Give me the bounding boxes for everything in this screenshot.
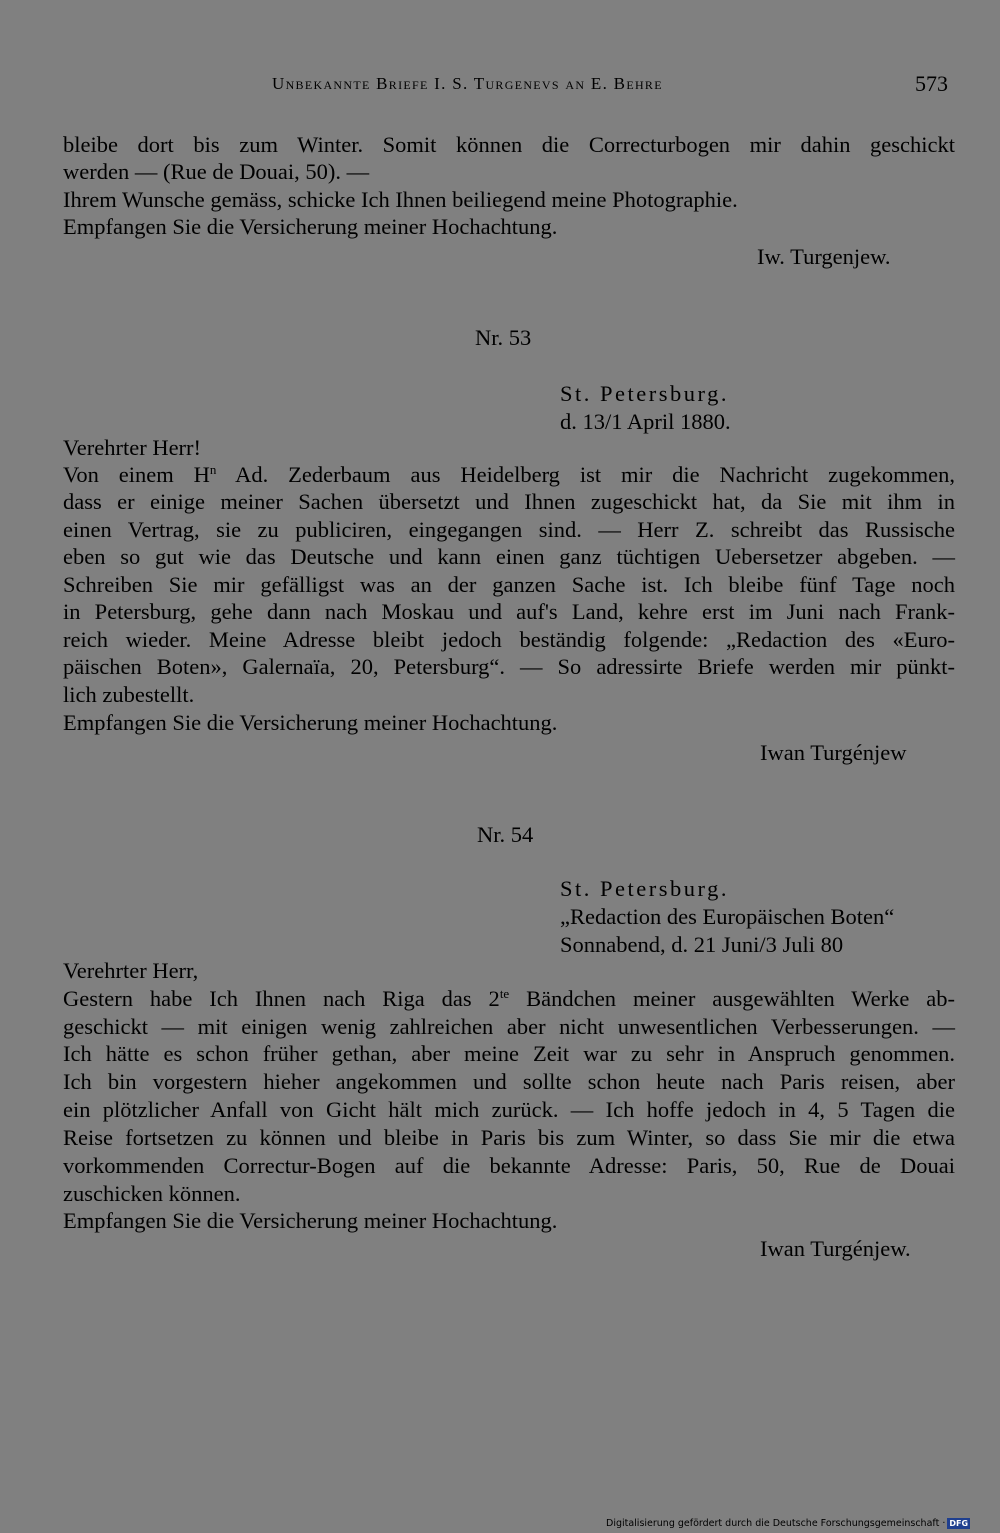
letter-date: Sonnabend, d. 21 Juni/3 Juli 80: [560, 932, 844, 957]
signature: Iwan Turgénjew: [760, 740, 907, 765]
text-line: Gestern habe Ich Ihnen nach Riga das $2^{te}$ Bändchen meiner ausgewählten Werke ab-: [63, 986, 955, 1011]
text-line: päischen Boten», Galernaïa, 20, Petersburg“. — So adressirte Briefe werden mir pünkt-: [63, 654, 955, 679]
closing: Empfangen Sie die Versicherung meiner Hochachtung.: [63, 1208, 558, 1233]
closing: Empfangen Sie die Versicherung meiner Hochachtung.: [63, 710, 558, 735]
text-line: vorkommenden Correctur-Bogen auf die bekannte Adresse: Paris, 50, Rue de Douai: [63, 1153, 955, 1178]
text-line: Ihrem Wunsche gemäss, schicke Ich Ihnen beiliegend meine Photographie.: [63, 187, 738, 212]
text-line: Reise fortsetzen zu können und bleibe in Paris bis zum Winter, so dass Sie mir die etwa: [63, 1125, 955, 1150]
footer-credit: [606, 1518, 970, 1530]
dfg-logo: DFG: [949, 1519, 969, 1528]
salutation: Verehrter Herr,: [63, 958, 199, 983]
text-line: Von einem $H^n$ Ad. Zederbaum aus Heidelberg ist mir die Nachricht zugekommen,: [63, 462, 956, 487]
letter-number: Nr. 54: [477, 822, 534, 847]
text-line: eben so gut wie das Deutsche und kann einen ganz tüchtigen Uebersetzer abgeben. —: [63, 544, 955, 569]
text-line: Ich bin vorgestern hieher angekommen und sollte schon heute nach Paris reisen, aber: [63, 1069, 955, 1094]
letter-place: St. Petersburg.: [560, 876, 729, 901]
text-line: bleibe dort bis zum Winter. Somit können die Correcturbogen mir dahin geschickt: [63, 132, 955, 157]
text-line: ein plötzlicher Anfall von Gicht hält mich zurück. — Ich hoffe jedoch in 4, 5 Tagen die: [63, 1097, 955, 1122]
letter-number: Nr. 53: [475, 325, 532, 350]
running-title: Unbekannte Briefe I. S. Turgenevs an E. Behre: [272, 74, 663, 93]
letter-date: d. 13/1 April 1880.: [560, 409, 731, 434]
text-line: werden — (Rue de Douai, 50). —: [63, 159, 370, 184]
text-line: zuschicken können.: [63, 1181, 241, 1206]
text-line: Schreiben Sie mir gefälligst was an der ganzen Sache ist. Ich bleibe fünf Tage noch: [63, 572, 955, 597]
text-line: in Petersburg, gehe dann nach Moskau und auf's Land, kehre erst im Juni nach Frank-: [63, 599, 955, 624]
text-line: dass er einige meiner Sachen übersetzt und Ihnen zugeschickt hat, da Sie mit ihm in: [63, 489, 955, 514]
page-number: 573: [915, 71, 948, 96]
letter-place: St. Petersburg.: [560, 381, 729, 406]
signature: Iwan Turgénjew.: [760, 1236, 911, 1261]
letter-address: „Redaction des Europäischen Boten“: [560, 904, 895, 929]
text-line: einen Vertrag, sie zu publiciren, eingegangen sind. — Herr Z. schreibt das Russische: [63, 517, 955, 542]
signature: Iw. Turgenjew.: [757, 244, 891, 269]
footer-text: Digitalisierung gefördert durch die Deutsche Forschungsgemeinschaft ·: [606, 1518, 946, 1529]
text-line: lich zubestellt.: [63, 682, 195, 707]
text-line: Empfangen Sie die Versicherung meiner Hochachtung.: [63, 214, 558, 239]
salutation: Verehrter Herr!: [63, 435, 202, 460]
text-line: geschickt — mit einigen wenig zahlreichen aber nicht unwesentlichen Verbesserungen. —: [63, 1014, 955, 1039]
text-line: reich wieder. Meine Adresse bleibt jedoch beständig folgende: „Redaction des «Euro-: [63, 627, 955, 652]
text-line: Ich hätte es schon früher gethan, aber meine Zeit war zu sehr in Anspruch genommen.: [63, 1041, 955, 1066]
